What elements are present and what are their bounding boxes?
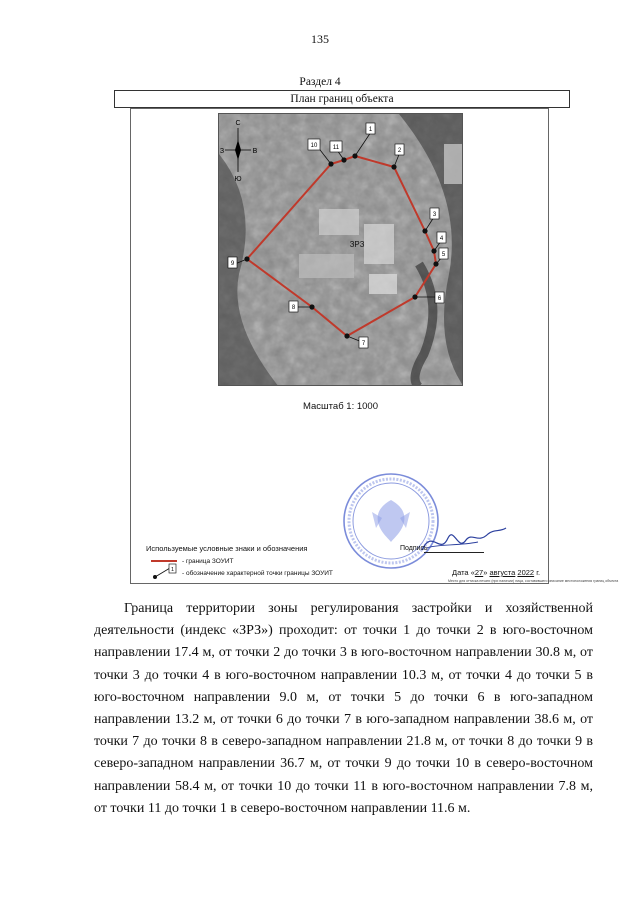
zone-label: ЗРЗ bbox=[349, 240, 365, 249]
svg-text:10: 10 bbox=[310, 143, 318, 149]
svg-text:9: 9 bbox=[230, 261, 235, 267]
section-title: Раздел 4 bbox=[299, 76, 341, 88]
eagle-emblem-icon bbox=[378, 500, 405, 542]
date-line: Дата «27» августа 2022 г. bbox=[452, 568, 541, 577]
point-label bbox=[435, 292, 444, 303]
page-number: 135 bbox=[311, 32, 329, 46]
svg-text:4: 4 bbox=[439, 236, 444, 242]
date-day: 27 bbox=[474, 568, 484, 577]
signature-label: Подпись bbox=[400, 545, 428, 552]
svg-text:3: 3 bbox=[432, 212, 437, 218]
point-label bbox=[439, 248, 448, 259]
point-label bbox=[366, 123, 375, 134]
svg-text:6: 6 bbox=[437, 296, 442, 302]
svg-text:11: 11 bbox=[332, 145, 340, 151]
date-year: 2022 bbox=[517, 568, 535, 577]
point-label bbox=[228, 257, 237, 268]
map-drawing bbox=[219, 114, 463, 386]
compass-west: З bbox=[219, 148, 225, 155]
point-label bbox=[395, 144, 404, 155]
legend-title: Используемые условные знаки и обозначения bbox=[146, 544, 308, 553]
compass-south: Ю bbox=[234, 176, 242, 183]
compass-north: С bbox=[235, 120, 241, 127]
compass-east: В bbox=[252, 148, 258, 155]
signature-scribble-icon bbox=[418, 520, 508, 560]
map-scale: Масштаб 1: 1000 bbox=[303, 401, 378, 412]
point-label bbox=[289, 301, 298, 312]
date-prefix: Дата bbox=[452, 568, 469, 577]
svg-text:7: 7 bbox=[361, 341, 366, 347]
legend-point: - обозначение характерной точки границы ЗОУИТ bbox=[182, 570, 333, 577]
legend-boundary: - граница ЗОУИТ bbox=[182, 558, 234, 565]
point-label bbox=[308, 139, 320, 150]
point-label bbox=[359, 337, 368, 348]
date-month: августа bbox=[489, 568, 516, 577]
svg-text:1: 1 bbox=[368, 127, 373, 133]
point-marker-icon bbox=[153, 575, 157, 579]
date-suffix: г. bbox=[536, 568, 541, 577]
legend-point-sample: 1 bbox=[170, 567, 175, 573]
point-label bbox=[330, 141, 342, 152]
plan-heading: План границ объекта bbox=[114, 90, 570, 108]
legend-swatches bbox=[150, 552, 180, 582]
svg-text:2: 2 bbox=[397, 148, 402, 154]
satellite-map bbox=[218, 113, 463, 386]
point-label bbox=[430, 208, 439, 219]
point-label bbox=[437, 232, 446, 243]
svg-text:8: 8 bbox=[291, 305, 296, 311]
signature-line bbox=[424, 552, 484, 553]
svg-text:5: 5 bbox=[441, 252, 446, 258]
boundary-description: Граница территории зоны регулирования застройки и хозяйственной деятельности (индекс «ЗРЗ») проходит: от точки 1 до точки 2 в юго-восточном направлении 17.4 м, от точки 2 до точки 3 в юго-восточном направлении 30.8 м, от точки 3 до точки 4 в юго-восточном направлении 10.3 м, от точки 4 до точки 5 в юго-восточном направлении 9.0 м, от точки 5 до точки 6 в юго-западном направлении 13.2 м, от точки 6 до точки 7 в юго-западном направлении 38.6 м, от точки 7 до точки 8 в северо-западном направлении 21.8 м, от точки 8 до точки 9 в северо-западном направлении 36.7 м, от точки 9 до точки 10 в северо-восточном направлении 58.4 м, от точки 10 до точки 11 в юго-восточном направлении 7.8 м, от точки 11 до точки 1 в северо-восточном направлении 11.6 м. bbox=[94, 601, 593, 816]
seal-note: Место для оттиска печати (при наличии) лица, составившего описание местоположения границ объекта bbox=[448, 579, 619, 583]
